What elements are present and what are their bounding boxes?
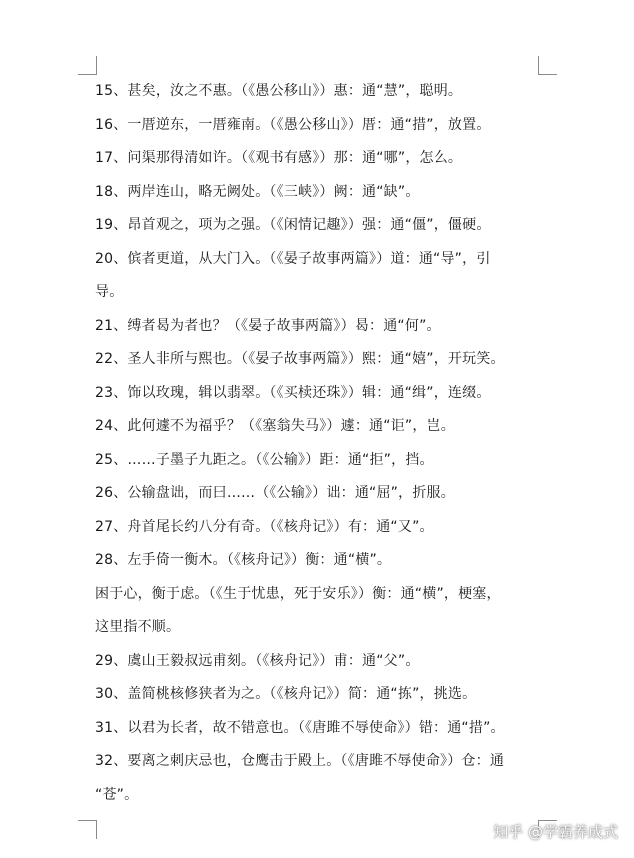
text-line: 这里指不顺。 (95, 619, 181, 635)
page-corner-mark-top-right (538, 56, 557, 75)
text-line: 导。 (95, 284, 124, 300)
text-line: 17、问渠那得清如许。（《观书有感》）那：通“哪”，怎么。 (95, 150, 463, 166)
text-line: 28、左手倚一衡木。（《核舟记》）衡：通“横”。 (95, 552, 392, 568)
page-corner-mark-top-left (78, 56, 97, 75)
text-line: 21、缚者曷为者也？（《晏子故事两篇》）曷：通“何”。 (95, 317, 441, 334)
text-line: 26、公输盘诎，而曰……（《公输》）诎：通“屈”，折服。 (95, 485, 455, 501)
document-body (95, 75, 555, 812)
text-line: 25、……子墨子九距之。（《公输》）距：通“拒”，挡。 (95, 451, 434, 468)
text-line: 27、舟首尾长约八分有奇。（《核舟记》）有：通“又”。 (95, 518, 434, 535)
text-line: 19、昂首观之，项为之强。（《闲情记趣》）强：通“僵”，僵硬。 (95, 217, 491, 233)
text-line: 30、盖简桃核修狭者为之。（《核舟记》）简：通“拣”，挑选。 (95, 686, 477, 702)
text-line: 16、一厝逆东，一厝雍南。（《愚公移山》）厝：通“措”，放置。 (95, 116, 491, 133)
zhihu-watermark: 知乎 @学霸养成式 (493, 823, 618, 841)
page-corner-mark-bottom-left (78, 820, 97, 839)
text-line: 20、傧者更道，从大门入。（《晏子故事两篇》）道：通“导”，引 (95, 250, 491, 267)
text-line: 31、以君为长者，故不错意也。（《唐雎不辱使命》）错：通“措”。 (95, 719, 505, 736)
text-line: 22、圣人非所与熙也。（《晏子故事两篇》）熙：通“嬉”，开玩笑。 (95, 351, 505, 367)
text-line: 困于心，衡于虑。（《生于忧患，死于安乐》）衡：通“横”，梗塞， (95, 585, 501, 602)
text-line: 18、两岸连山，略无阙处。（《三峡》）阙：通“缺”。 (95, 183, 420, 200)
text-line: 29、虞山王毅叔远甫刻。（《核舟记》）甫：通“父”。 (95, 652, 420, 669)
text-line: “苍”。 (95, 786, 139, 803)
text-line: 23、饰以玫瑰，辑以翡翠。（《买椟还珠》）辑：通“缉”，连缀。 (95, 384, 491, 401)
text-line: 32、要离之刺庆忌也，仓鹰击于殿上。（《唐雎不辱使命》）仓：通 (95, 753, 505, 769)
text-line: 24、此何遽不为福乎？（《塞翁失马》）遽：通“讵”，岂。 (95, 418, 455, 434)
text-line: 15、甚矣，汝之不惠。（《愚公移山》）惠：通“慧”，聪明。 (95, 83, 463, 99)
